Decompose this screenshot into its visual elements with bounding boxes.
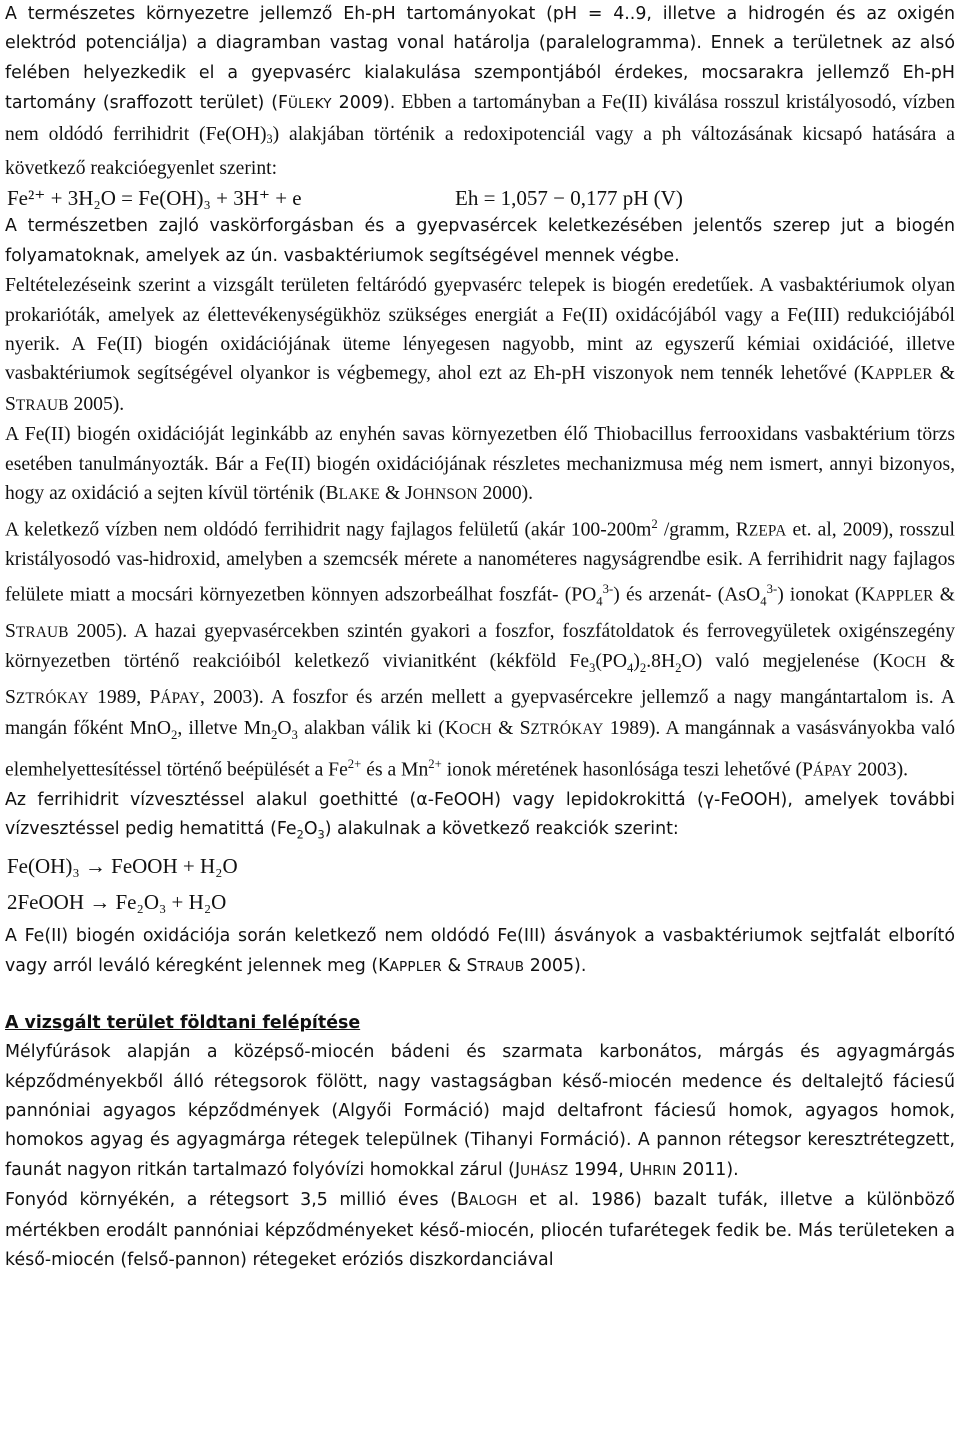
author-smallcaps: HRIN [641, 1162, 677, 1179]
text: 2003). [852, 759, 908, 781]
subscript: 3 [291, 727, 298, 742]
paragraph-goethit [5, 786, 955, 850]
text: Mélyfúrások alapján a középső-miocén bádeni és szarmata karbonátos, márgás és agyagmárgás képződményekből álló rétegsorok fölött, nagy vastagságban késő-miocén medence és deltalejtő fáciesű pannóniai agyagos képződmények (Algyői Formáció) majd deltafront fáciesű homok, agyagos homok, homokos agyag és agyagmárga rétegek települnek (Tihanyi Formáció). A pannon rétegsor keresztrétegzett, faunát nagyon ritkán tartalmazó folyóvízi homokkal zárul (J [5, 1042, 955, 1180]
author-smallcaps: UHÁSZ [520, 1162, 569, 1179]
author-smallcaps: APPLER [389, 958, 442, 975]
text: 2005). A hazai gyepvasércekben szintén gyakori a foszfor, foszfátoldatok és ferrovegyületek oxigénszegény környezetben történő reakcióiból keletkező vivianitként (kékföld Fe [5, 620, 955, 673]
author-smallcaps: OCH [893, 654, 927, 672]
paragraph-thiobacillus [5, 420, 955, 509]
subscript: 2 [675, 661, 682, 675]
text: 1989, P [88, 687, 161, 709]
text: 2005). [524, 955, 587, 976]
text: Feltételezéseink szerint a vizsgált területen feltáródó gyepvasérc telepek is biogén eredetűek. A vasbaktériumok olyan prokarióták, amelyek az élettevékenységükhöz szükséges energiát a Fe(II) oxidácójából vagy a Fe(III) redukciójából nyerik. A Fe(II) biogén oxidációjának üteme lényegesen nagyobb, mint az egyszerű kémiai oxidációé, illetve vasbaktériumok segítségével olyankor is végbemegy, ahol ezt az Eh-pH viszonyok nem tennék lehetővé (K [5, 275, 955, 385]
paragraph-eh-ph-range [5, 0, 955, 184]
author-smallcaps: TRAUB [15, 623, 69, 641]
reaction-text: Fe(OH)₃ → FeOOH + H₂O [7, 854, 238, 879]
text: & S [491, 717, 531, 739]
author-smallcaps: ZEPA [748, 522, 787, 540]
reaction-1 [5, 850, 955, 886]
text: és a Mn [361, 759, 429, 781]
reaction-2 [5, 886, 955, 922]
text: ) alakulnak a következő reakciók szerint: [324, 819, 679, 840]
author-smallcaps: TRAUB [15, 396, 69, 414]
text: 2011). [676, 1159, 739, 1180]
equation-right: Eh = 1,057 − 0,177 pH (V) [455, 186, 683, 211]
author-smallcaps: ÁPAY [160, 690, 200, 708]
text: A Fe(II) biogén oxidációját leginkább az enyhén savas környezetben élő Thiobacillus ferrooxidans vasbaktérium törzs esetében tanulmányozták. Bár a Fe(II) biogén oxidációjának részletes mechanizmusa még nem ismert, annyi bizonyos, hogy az oxidáció a sejten kívül történik (B [5, 424, 955, 505]
text: et. al, 2009), rosszul kristályosodó vas-hidroxid, amelyben a szemcsék mérete a nanométeres nagyságrendbe esik. A ferrihidrit nagy fajlagos felülete miatt a mocsári környezetben könnyen adszorbeálhat foszfát- (PO [5, 519, 955, 606]
text: ) ionokat (K [777, 584, 876, 606]
text: A természetben zajló vaskörforgásban és a gyepvasércek keletkezésében jelentős szerep jut a biogén folyamatoknak, amelyek az ún. vasbaktériumok segítségével mennek végbe. [5, 216, 955, 266]
text: & S [441, 955, 478, 976]
reaction-text: 2FeOOH → Fe₂O₃ + H₂O [7, 890, 227, 915]
text: Fonyód környékén, a rétegsort 3,5 millió éves (B [5, 1190, 469, 1211]
text: /gramm, R [657, 519, 749, 541]
text: 2009). [331, 93, 396, 114]
subscript: 2 [270, 727, 278, 742]
paragraph-melyfurasok [5, 1038, 955, 1186]
text: O [277, 717, 292, 739]
text: O [303, 819, 318, 840]
subscript: 4 [626, 661, 634, 675]
text: et al. 1986) bazalt tufák, illetve a különböző mértékben erodált pannóniai képződményeket késő-miocén, pliocén tufarétegek fedik be. Más területeken a késő-miocén (felső-pannon) rétegeket eróziós diszkordanciával [5, 1190, 955, 1270]
text: 2005). [68, 393, 125, 415]
text: A Fe(II) biogén oxidációja során keletkező nem oldódó Fe(III) ásványok a vasbaktériumok sejtfalát elborító vagy arról leváló kéregként jelennek meg (K [5, 926, 955, 976]
author-smallcaps: ZTRÓKAY [530, 720, 604, 738]
text: & S [5, 363, 955, 415]
text: A természetes környezetre jellemző Eh-pH tartományokat (pH = 4..9, illetve a hidrogén és az oxigén elektród potenciálja) a diagramban vastag vonal határolja (paralelogramma). Ennek a területnek az alsó felében helyezkedik el a gyepvasérc kialakulása szempontjából érdekes, mocsarakra jellemző Eh-pH tartomány (sraffozott terület) (F [5, 4, 955, 114]
text: alakban válik ki (K [297, 717, 459, 739]
text: , 2003). A foszfor és arzén mellett a gyepvasércekre jellemző a nagy mangántartalom is. A mangán főként MnO [5, 687, 955, 739]
text: ) alakjában történik a redoxipotenciál vagy a ph változásának kicsapó hatására a következő reakcióegyenlet szerint: [5, 123, 955, 180]
author-smallcaps: OCH [458, 720, 492, 738]
author-smallcaps: LAKE [338, 486, 381, 504]
superscript: 3- [766, 581, 778, 596]
paragraph-vaskorforgas [5, 212, 955, 271]
superscript: 3- [602, 581, 614, 596]
author-smallcaps: ALOGH [468, 1193, 518, 1210]
paragraph-ferrihidrit [5, 510, 955, 787]
text: O) való megjelenése (K [681, 651, 894, 673]
author-smallcaps: ÁPAY [812, 762, 853, 780]
equation-left: Fe²⁺ + 3H₂O = Fe(OH)₃ + 3H⁺ + e [7, 186, 302, 211]
text: & J [380, 483, 413, 505]
subscript: 4 [760, 594, 767, 609]
subscript: 2 [639, 661, 647, 675]
paragraph-ker-eg [5, 922, 955, 982]
subscript: 3 [266, 131, 273, 146]
text: 2000). [477, 483, 534, 505]
author-smallcaps: OHNSON [412, 486, 478, 504]
subscript: 4 [596, 594, 603, 609]
superscript: 2+ [347, 757, 362, 772]
paragraph-fonyod [5, 1186, 955, 1275]
paragraph-vasbakteriumok [5, 271, 955, 420]
text: ) [633, 651, 640, 673]
superscript: 2+ [428, 757, 442, 772]
text: & S [5, 651, 955, 709]
text: & S [5, 584, 955, 642]
reaction-equation [5, 184, 955, 212]
text: 1989). A mangánnak a vasásványokba való elemhelyettesítéssel történő beépülését a Fe [5, 717, 955, 781]
author-smallcaps: ZTRÓKAY [15, 690, 89, 708]
subscript: 3 [589, 661, 596, 675]
superscript: 2 [651, 516, 658, 531]
section-heading: A vizsgált terület földtani felépítése [5, 1013, 361, 1034]
document-page [5, 0, 955, 1275]
text: ) és arzenát- (AsO [613, 584, 761, 606]
text: Az ferrihidrit vízvesztéssel alakul goethitté (α-FeOOH) vagy lepidokrokittá (γ-FeOOH), amelyek további vízvesztéssel pedig hematittá (Fe [5, 790, 955, 840]
subscript: 2 [170, 727, 178, 742]
text: , illetve Mn [177, 717, 271, 739]
author-smallcaps: APPLER [875, 587, 934, 605]
text: (PO [595, 651, 627, 673]
author-smallcaps: TRAUB [477, 958, 525, 975]
text: 1994, U [568, 1159, 642, 1180]
text: A keletkező vízben nem oldódó ferrihidrit nagy fajlagos felületű (akár 100-200m [5, 519, 652, 541]
author-smallcaps: ÜLEKY [288, 96, 332, 113]
subscript: 2 [296, 828, 304, 842]
author-smallcaps: APPLER [874, 366, 933, 384]
text: ionok méretének hasonlósága teszi lehetővé (P [441, 759, 813, 781]
text: .8H [646, 651, 676, 673]
text: Ebben a tartományban a Fe(II) kiválása rosszul kristályosodó, vízben nem oldódó ferrihidrit (Fe(OH) [5, 92, 955, 145]
subscript: 3 [317, 828, 325, 842]
